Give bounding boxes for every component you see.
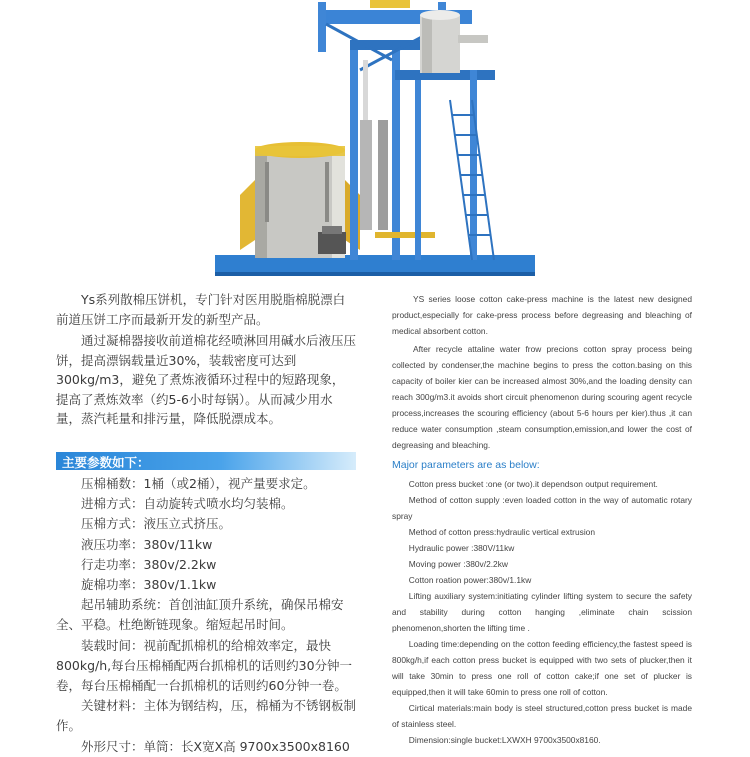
zh-param-item: 行走功率：380v/2.2kw xyxy=(81,556,217,572)
en-intro-paragraph-1: YS series loose cotton cake-press machine is the latest new designed product,especially for cake-press process before degreasing and bleaching of medical absorbent cotton. xyxy=(392,294,692,336)
zh-intro xyxy=(56,290,356,429)
en-param-item: Hydraulic power :380V/11kw xyxy=(408,543,515,553)
en-params-header: Major parameters are as below: xyxy=(392,459,540,471)
en-intro-paragraph-2: After recycle attaline water frow precions cotton spray process being collected by condenser,the machine begins to press the cotton.basing on this capacity of boiler kier can be increased almost 30%,and the loading density can reach 300g/m3.it avoids short circuit phenomenon during scouring agent recycle process,increases the scouring efficiency (about 5-6 hours per kier).thus ,it can reduce water consumption ,steam consumption,emission,and lower the cost of degreasing and bleaching. xyxy=(392,344,692,450)
zh-param-item: 起吊辅助系统：首创油缸顶升系统，确保吊棉安全、平稳。杜绝断链现象。缩短起吊时间。 xyxy=(56,597,344,633)
zh-params-list xyxy=(56,474,356,757)
zh-intro-paragraph-1: Ys系列散棉压饼机，专门针对医用脱脂棉脱漂白前道压饼工序而最新开发的新型产品。 xyxy=(56,292,346,327)
zh-param-item: 关键材料：主体为钢结构，压，棉桶为不锈钢板制作。 xyxy=(56,698,357,734)
en-intro xyxy=(392,291,692,453)
en-param-item: Moving power :380v/2.2kw xyxy=(408,559,508,569)
zh-param-item: 外形尺寸：单筒：长X宽X高 9700x3500x8160 xyxy=(81,738,350,754)
zh-param-item: 压棉方式：液压立式挤压。 xyxy=(81,516,232,532)
zh-intro-paragraph-2: 通过凝棉器接收前道棉花经喷淋回用碱水后液压压饼，提高漂锅载量近30%，装载密度可达到300kg/m3，避免了煮炼液循环过程中的短路现象，提高了煮炼效率（约5-6小时每锅）。从而减少用水量，蒸汽耗量和排污量，降低脱漂成本。 xyxy=(56,333,357,426)
zh-param-item: 装载时间：视前配抓棉机的给棉效率定，最快800kg/h,每台压棉桶配两台抓棉机的话则约30分钟一卷，每台压棉桶配一台抓棉机的话则约60分钟一卷。 xyxy=(56,637,353,694)
en-param-item: Cotton press bucket :one (or two).it dependson output requirement. xyxy=(408,479,658,489)
zh-param-item: 旋棉功率：380v/1.1kw xyxy=(81,577,217,593)
zh-param-item: 液压功率：380v/11kw xyxy=(81,536,213,552)
cake-press-machine-image xyxy=(210,0,540,278)
en-param-item: Loading time:depending on the cotton feeding efficiency,the fastest speed is 800kg/h,if each cotton press bucket is equipped with two sets of plucker,then it will take 30min to press one roll of cotton cake;if one set of plucker is equipped,then it will take 60min to press one roll of cotton. xyxy=(392,639,692,697)
en-param-item: Lifting auxiliary system:initiating cylinder lifting system to secure the safety and stability during cotton hanging ,eliminate chain scission phenomenon,shorten the lifting time . xyxy=(392,591,692,633)
en-param-item: Method of cotton press:hydraulic vertical extrusion xyxy=(408,527,595,537)
zh-param-item: 进棉方式：自动旋转式喷水均匀装棉。 xyxy=(81,496,294,512)
zh-params-header-bar xyxy=(56,452,356,470)
en-param-item: Dimension:single bucket:LXWXH 9700x3500x8160. xyxy=(408,735,601,745)
zh-param-item: 压棉桶数：1桶（或2桶），视产量要求定。 xyxy=(81,476,316,491)
en-param-item: Method of cotton supply :even loaded cotton in the way of automatic rotary spray xyxy=(392,495,692,521)
en-param-item: Cirtical materials:main body is steel structured,cotton press bucket is made of stainless steel. xyxy=(392,703,692,729)
en-param-item: Cotton roation power:380v/1.1kw xyxy=(408,575,532,585)
en-params-list xyxy=(392,476,692,748)
zh-params-header: 主要参数如下： xyxy=(62,455,150,470)
